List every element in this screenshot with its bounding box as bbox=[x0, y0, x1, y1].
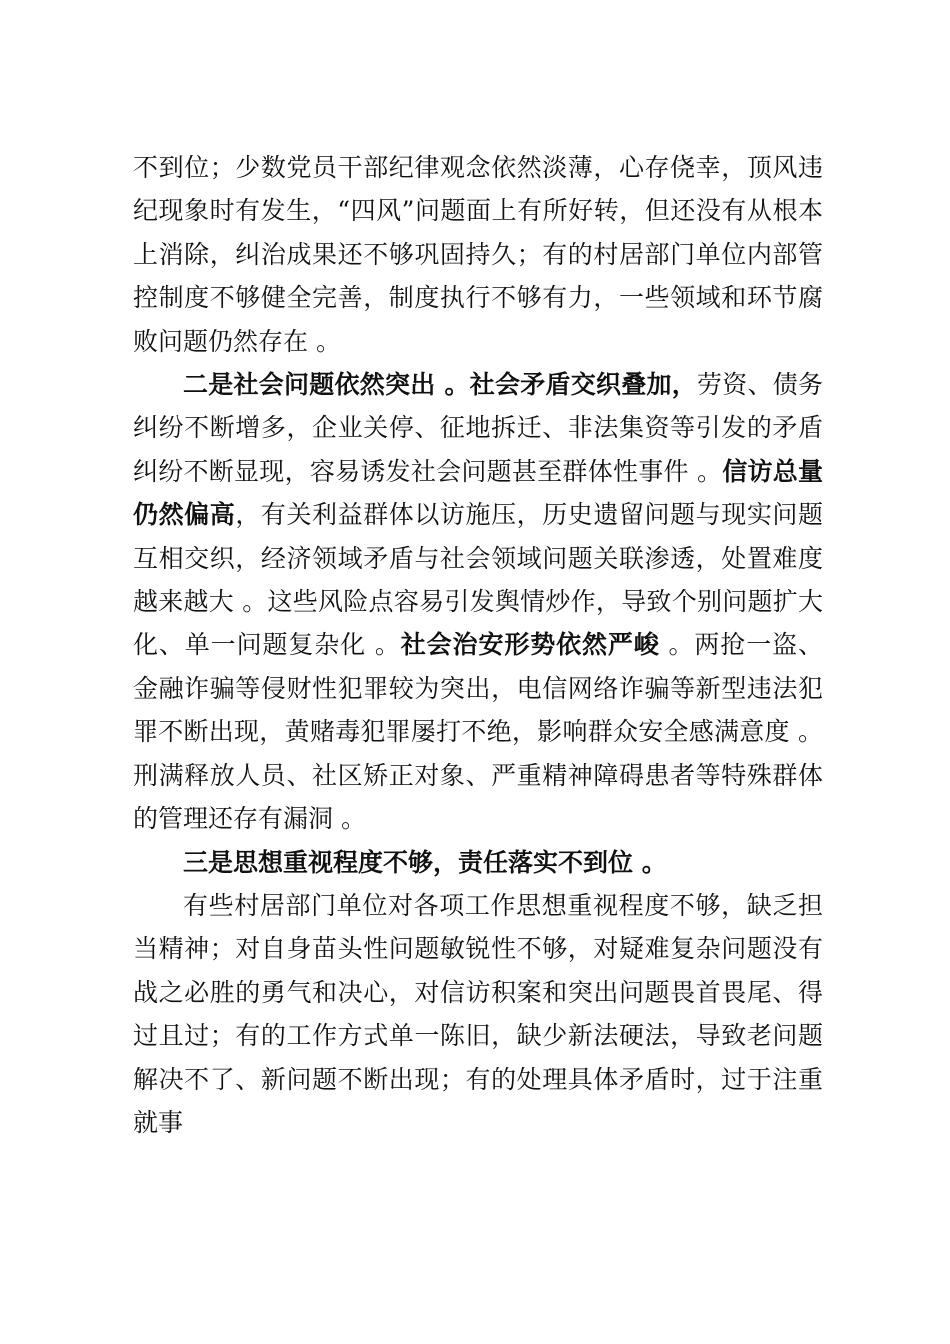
text-petitions: ，有关利益群体以访施压，历史遗留问题与现实问题互相交织，经济领域矛盾与社会领域问题关联渗透，处置难度越来越大 。这些风险点容易引发舆情炒作，导致个别问题扩大化、单一问题复杂化 。 bbox=[133, 500, 823, 660]
paragraph-discipline: 不到位；少数党员干部纪律观念依然淡薄，心存侥幸，顶风违纪现象时有发生，“四风”问题面上有所好转，但还没有从根本上消除，纠治成果还不够巩固持久；有的村居部门单位内部管控制度不够健全完善，制度执行不够有力，一些领域和环节腐败问题仍然存在 。 bbox=[133, 153, 823, 356]
heading-responsibility: 三是思想重视程度不够，责任落实不到位 。 bbox=[183, 847, 667, 877]
heading-public-security: 社会治安形势依然严峻 bbox=[400, 630, 660, 660]
text-disputes: 劳资、债务纠纷不断增多，企业关停、征地拆迁、非法集资等引发的矛盾纠纷不断显现，容易诱发社会问题甚至群体性事件 。 bbox=[133, 370, 823, 486]
heading-petitions: 信访总量仍然偏高 bbox=[133, 456, 823, 530]
paragraph-responsibility: 有些村居部门单位对各项工作思想重视程度不够，缺乏担当精神；对自身苗头性问题敏锐性不够，对疑难复杂问题没有战之必胜的勇气和决心，对信访积案和突出问题畏首畏尾、得过且过；有的工作方式单一陈旧，缺少新法硬法，导致老问题解决不了、新问题不断出现；有的处理具体矛盾时，过于注重就事 bbox=[133, 890, 823, 1137]
text-public-security: 。两抢一盗、金融诈骗等侵财性犯罪较为突出，电信网络诈骗等新型违法犯罪不断出现，黄赌毒犯罪屡打不绝，影响群众安全感满意度 。刑满释放人员、社区矫正对象、严重精神障碍患者等特殊群体的管理还存有漏洞 。 bbox=[133, 630, 823, 834]
heading-social-issues: 二是社会问题依然突出 。社会矛盾交织叠加， bbox=[183, 370, 697, 400]
document-body bbox=[133, 146, 823, 1144]
paragraph-social-issues bbox=[133, 363, 823, 840]
